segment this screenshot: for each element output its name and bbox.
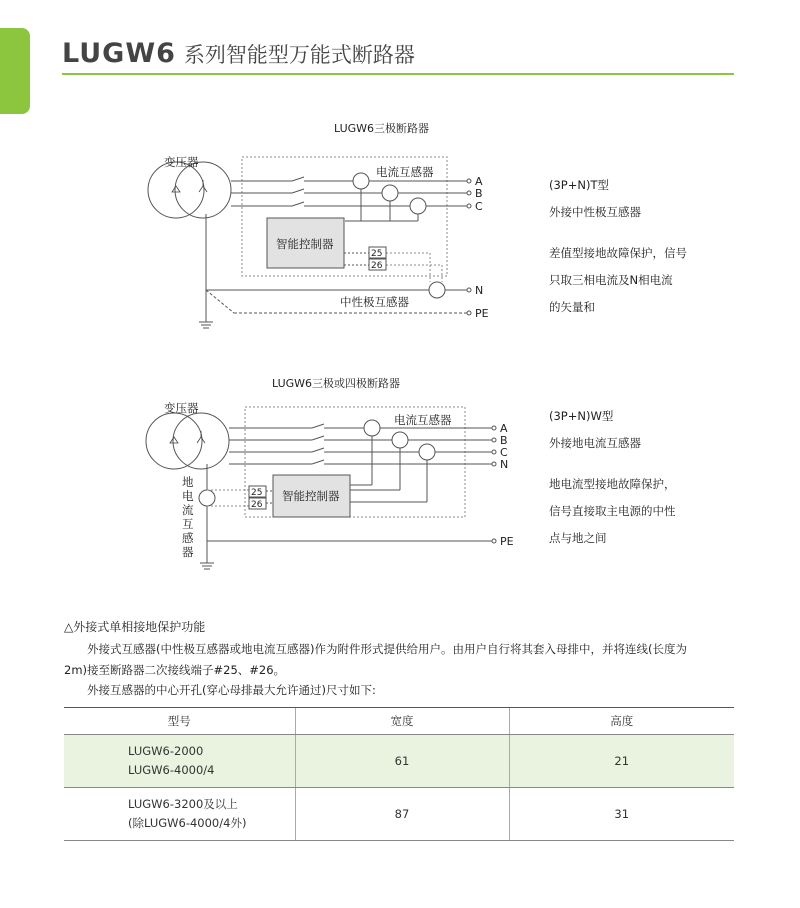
title-model: LUGW6 bbox=[62, 38, 176, 69]
diagram2-title: LUGW6三极或四极断路器 bbox=[272, 377, 401, 390]
section-para2: 外接互感器的中心开孔(穿心母排最大允许通过)尺寸如下: bbox=[87, 683, 376, 697]
transformer-secondary-1 bbox=[175, 162, 231, 218]
notes1-desc-line: 差值型接地故障保护，信号 bbox=[549, 246, 687, 260]
notes2-desc-line: 信号直接取主电源的中性 bbox=[549, 504, 676, 518]
model-line: (除LUGW6-4000/4外) bbox=[128, 816, 247, 830]
model-line: LUGW6-2000 bbox=[128, 744, 204, 758]
diagram1-terminal-n: N bbox=[475, 284, 484, 297]
diagram1-terminal-26: 26 bbox=[371, 261, 383, 271]
table-row bbox=[64, 788, 734, 841]
diagram1-transformer-label: 变压器 bbox=[164, 155, 199, 169]
table-cell-height: 21 bbox=[509, 735, 734, 788]
earth-ct bbox=[199, 490, 215, 506]
diagram2-terminal-pe: PE bbox=[500, 535, 514, 548]
model-line: LUGW6-3200及以上 bbox=[128, 797, 238, 811]
diagram2-earth-ct-label: 地电流互感器 bbox=[182, 475, 194, 559]
notes1-type: (3P+N)T型 bbox=[549, 178, 609, 192]
notes1-desc-line: 的矢量和 bbox=[549, 300, 595, 314]
notes2-desc-line: 地电流型接地故障保护， bbox=[549, 477, 676, 491]
table-cell-height: 31 bbox=[509, 788, 734, 841]
dimension-table bbox=[64, 707, 734, 841]
section-heading: △外接式单相接地保护功能 bbox=[64, 620, 206, 634]
diagram1-terminal-pe: PE bbox=[475, 307, 489, 320]
notes1 bbox=[549, 172, 687, 321]
diagram1-neutral-ct-label: 中性极互感器 bbox=[340, 295, 409, 309]
diagram2-terminal-b: B bbox=[500, 434, 508, 447]
diagram2-terminal-25: 25 bbox=[251, 488, 263, 498]
diagram2-ct-label: 电流互感器 bbox=[394, 413, 452, 427]
transformer-primary-2 bbox=[146, 413, 202, 469]
notes1-type-desc: 外接中性极互感器 bbox=[549, 205, 641, 219]
diagram2-controller-label: 智能控制器 bbox=[282, 489, 340, 503]
table-cell-width: 61 bbox=[295, 735, 509, 788]
ct-b-2 bbox=[392, 432, 408, 448]
diagram2-terminal-c: C bbox=[500, 446, 508, 459]
title-text: 系列智能型万能式断路器 bbox=[183, 43, 415, 67]
diagram1-terminal-b: B bbox=[475, 187, 483, 200]
table-cell-width: 87 bbox=[295, 788, 509, 841]
neutral-ct bbox=[429, 282, 445, 298]
table-header: 宽度 bbox=[295, 708, 509, 735]
diagram1-ct-label: 电流互感器 bbox=[376, 165, 434, 179]
ct-a-1 bbox=[353, 173, 369, 189]
ct-a-2 bbox=[364, 420, 380, 436]
notes1-desc-line: 只取三相电流及N相电流 bbox=[549, 273, 673, 287]
ct-b-1 bbox=[382, 185, 398, 201]
notes2-type: (3P+N)W型 bbox=[549, 409, 614, 423]
diagram2-terminal-26: 26 bbox=[251, 500, 263, 510]
ct-c-2 bbox=[419, 444, 435, 460]
ct-c-1 bbox=[410, 198, 426, 214]
diagram1-terminal-c: C bbox=[475, 200, 483, 213]
notes2-desc-line: 点与地之间 bbox=[549, 531, 607, 545]
table-header-row bbox=[64, 708, 734, 735]
diagram1-terminal-25: 25 bbox=[371, 249, 383, 259]
diagram1-title: LUGW6三极断路器 bbox=[334, 122, 430, 135]
section-para1-line1: 外接式互感器(中性极互感器或地电流互感器)作为附件形式提供给用户。由用户自行将其套入母排中，并将连线(长度为 bbox=[87, 642, 687, 656]
diagram1-controller-label: 智能控制器 bbox=[276, 237, 334, 251]
notes2-type-desc: 外接地电流互感器 bbox=[549, 436, 641, 450]
table-cell-model bbox=[64, 788, 295, 841]
transformer-primary-1 bbox=[148, 162, 204, 218]
diagram2-terminal-n: N bbox=[500, 458, 509, 471]
table-cell-model bbox=[64, 735, 295, 788]
diagram2-terminal-a: A bbox=[500, 422, 508, 435]
table-row bbox=[64, 735, 734, 788]
diagram1-terminal-a: A bbox=[475, 175, 483, 188]
section-para1-line2: 2m)接至断路器二次接线端子#25、#26。 bbox=[64, 663, 286, 677]
diagram2-transformer-label: 变压器 bbox=[164, 401, 199, 415]
table-header: 型号 bbox=[64, 708, 295, 735]
table-header: 高度 bbox=[509, 708, 734, 735]
model-line: LUGW6-4000/4 bbox=[128, 763, 215, 777]
notes2 bbox=[549, 403, 676, 552]
transformer-secondary-2 bbox=[173, 413, 229, 469]
